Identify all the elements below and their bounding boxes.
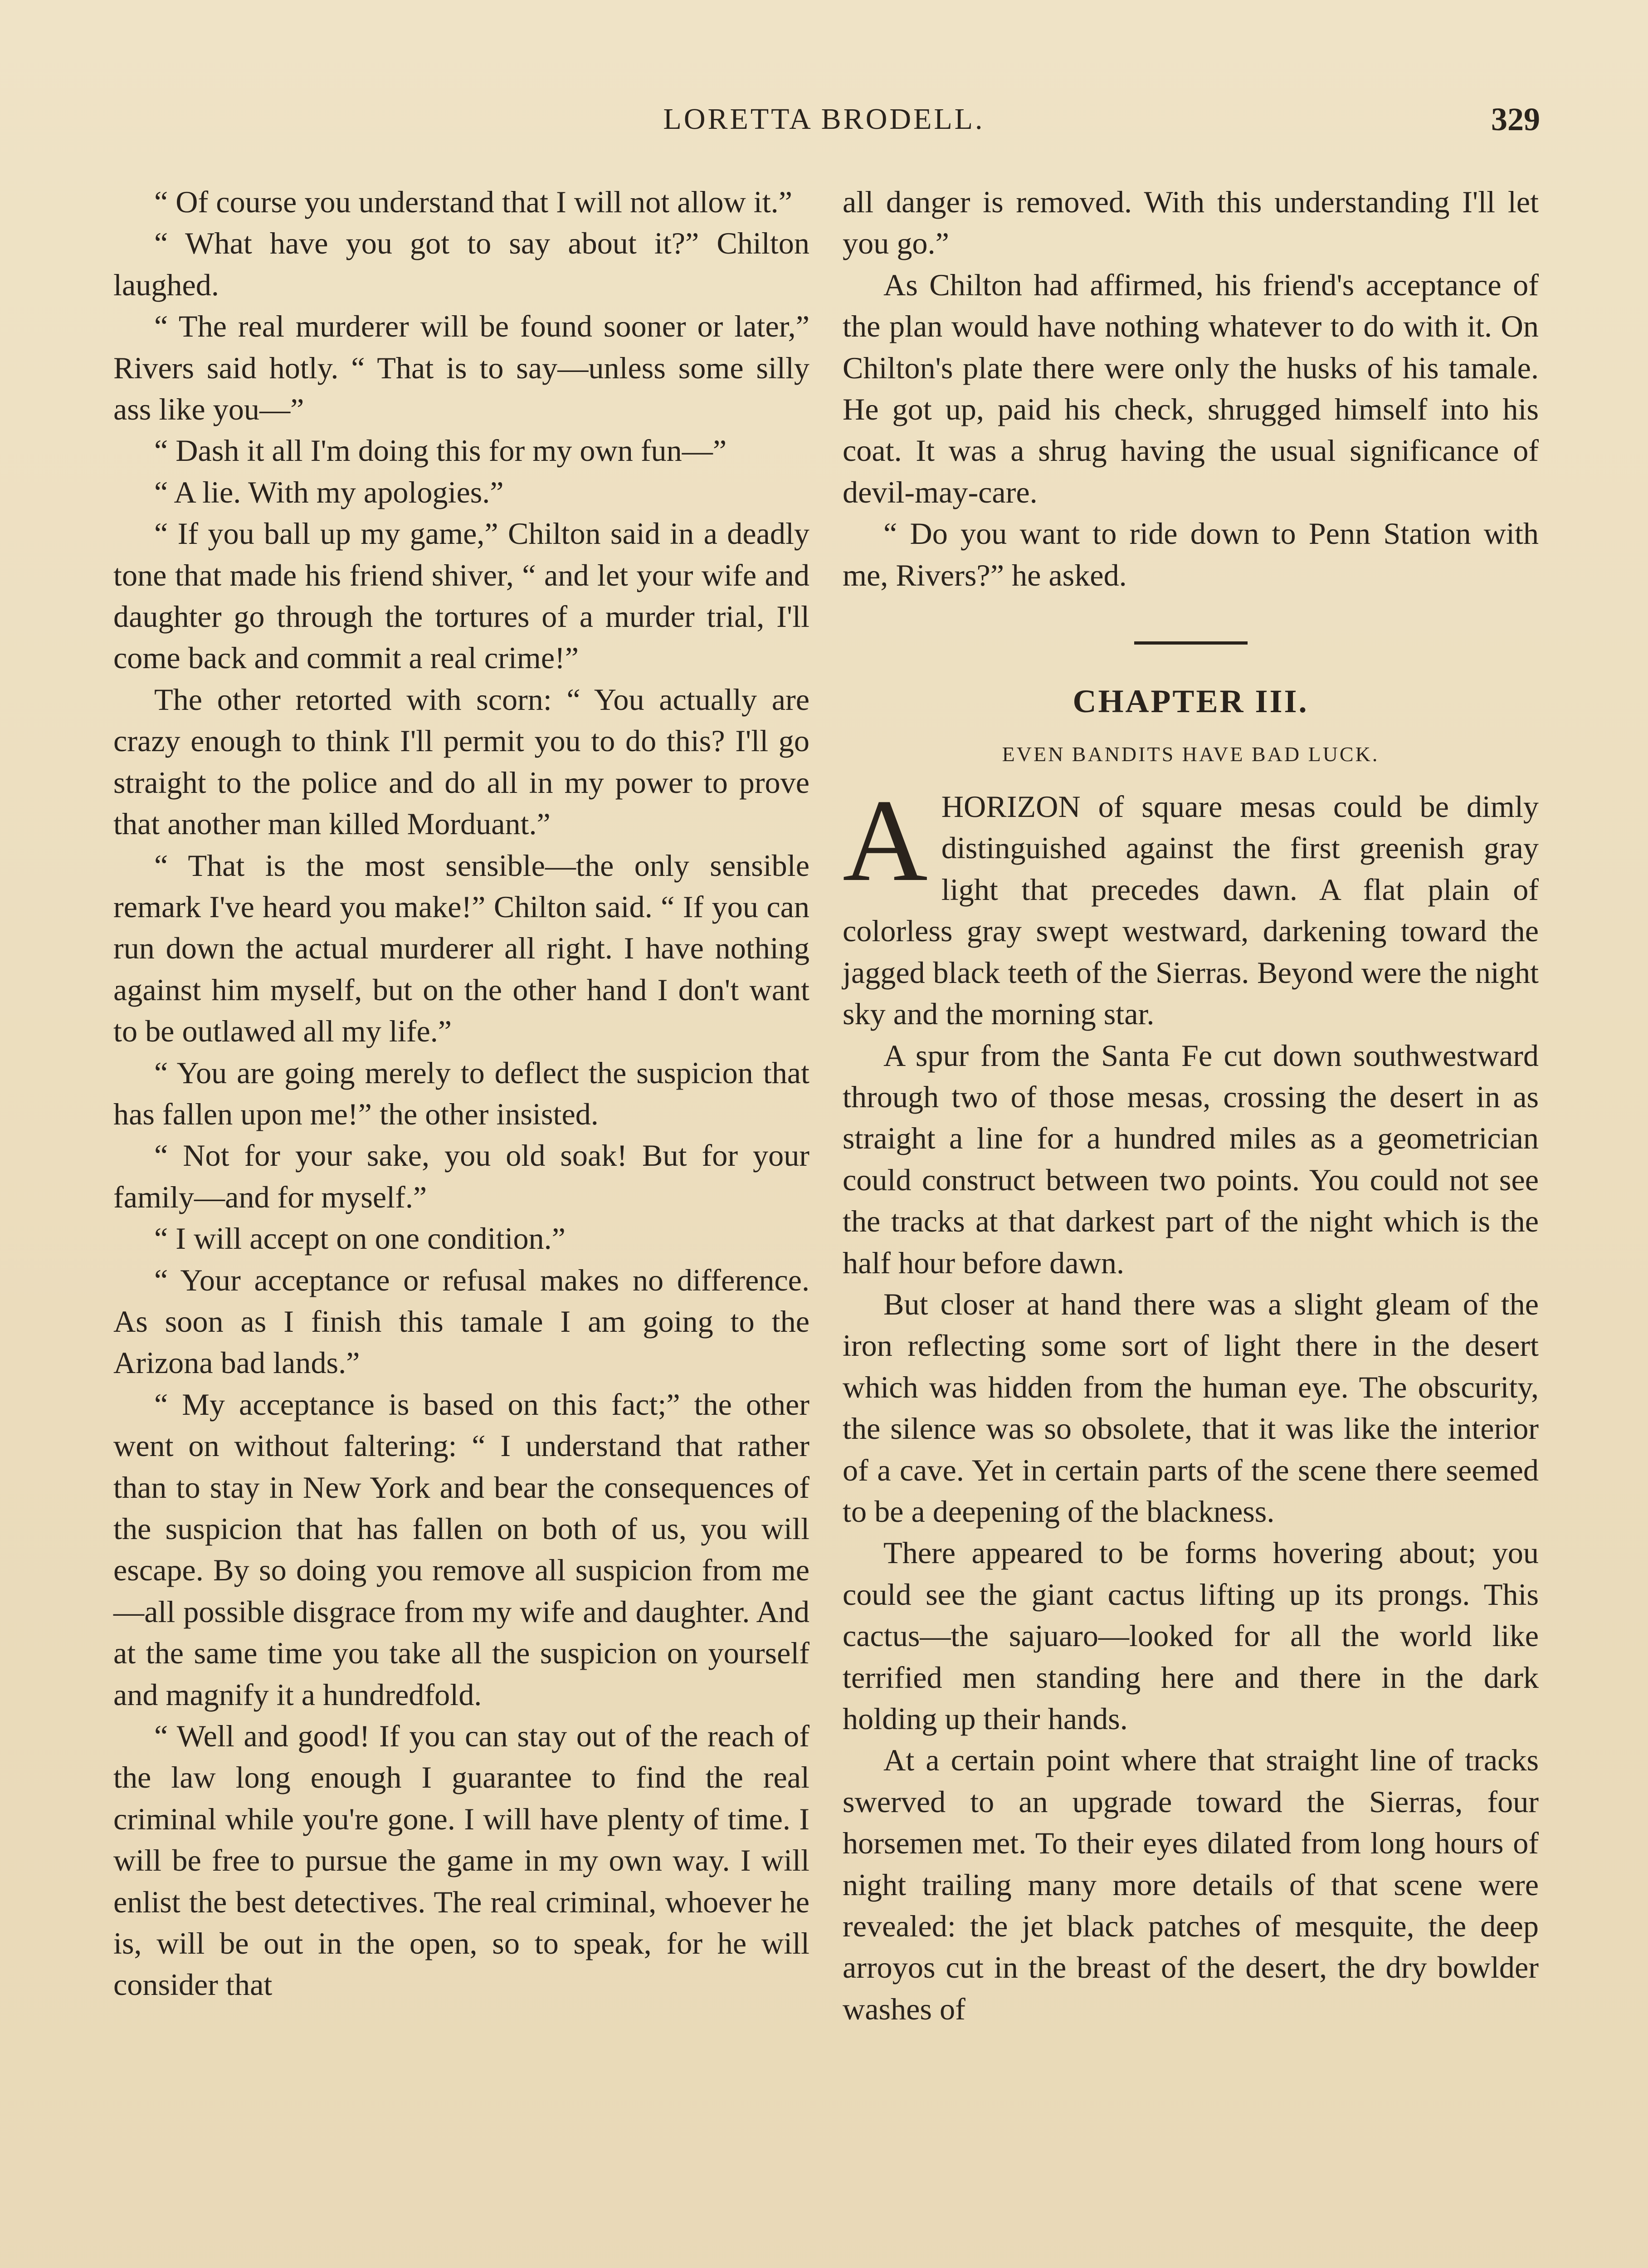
paragraph: “ Your acceptance or refusal makes no difference. As soon as I finish this tamale I am going to the Arizona bad lands.” bbox=[113, 1262, 809, 1380]
paragraph: “ That is the most sensible—the only sensible remark I've heard you make!” Chilton said. “ If you can run down the actual murderer all right. I have nothing against him myself, but on the other hand I don't want to be outlawed all my life.” bbox=[113, 848, 809, 1049]
left-column bbox=[113, 181, 809, 2006]
paragraph: “ If you ball up my game,” Chilton said in a deadly tone that made his friend shiver, “ and let your wife and daughter go through the tortures of a murder trial, I'll come back and commit a real crime!” bbox=[113, 516, 809, 675]
paragraph: “ You are going merely to deflect the suspicion that has fallen upon me!” the other insisted. bbox=[113, 1055, 809, 1131]
chapter-opening-paragraph bbox=[843, 775, 1539, 1035]
paragraph: A spur from the Santa Fe cut down southwestward through two of those mesas, crossing the desert in as straight a line for a hundred miles as a geometrician could construct between two points. You could not see the tracks at that darkest part of the night which is the half hour before dawn. bbox=[843, 1038, 1539, 1280]
paragraph: “ A lie. With my apologies.” bbox=[154, 474, 504, 509]
paragraph: “ What have you got to say about it?” Chilton laughed. bbox=[113, 226, 809, 302]
continued-paragraph: all danger is removed. With this understanding I'll let you go.” bbox=[843, 185, 1539, 261]
paragraph: “ The real murderer will be found sooner or later,” Rivers said hotly. “ That is to say—unless some silly ass like you—” bbox=[113, 309, 809, 427]
paragraph: There appeared to be forms hovering about; you could see the giant cactus lifting up its prongs. This cactus—the sajuaro—looked for all the world like terrified men standing here and there in the dark holding up their hands. bbox=[843, 1535, 1539, 1736]
chapter-opening-text: HORIZON of square mesas could be dimly distinguished against the first greenish gray light that precedes dawn. A flat plain of colorless gray swept westward, darkening toward the jagged black teeth of the Sierras. Beyond were the night sky and the morning star. bbox=[843, 789, 1539, 1031]
paragraph: The other retorted with scorn: “ You actually are crazy enough to think I'll permit you to do this? I'll go straight to the police and do all in my power to prove that another man killed Morduant.” bbox=[113, 682, 809, 841]
paragraph: “ Not for your sake, you old soak! But for your family—and for myself.” bbox=[113, 1138, 809, 1214]
paragraph: “ Of course you understand that I will not allow it.” bbox=[154, 185, 792, 219]
paragraph: But closer at hand there was a slight gleam of the iron reflecting some sort of light there in the desert which was hidden from the human eye. The obscurity, the silence was so obsolete, that it was like the interior of a cave. Yet in certain parts of the scene there seemed to be a deepening of the blackness. bbox=[843, 1286, 1539, 1529]
paragraph: At a certain point where that straight line of tracks swerved to an upgrade toward the Sierras, four horsemen met. To their eyes dilated from long hours of night trailing many more details of that scene were revealed: the jet black patches of mesquite, the deep arroyos cut in the breast of the desert, the dry bowlder washes of bbox=[843, 1743, 1539, 2026]
paragraph: “ Dash it all I'm doing this for my own fun—” bbox=[154, 433, 727, 468]
paragraph: “ I will accept on one condition.” bbox=[154, 1221, 566, 1256]
running-title: LORETTA BRODELL. bbox=[663, 103, 985, 136]
chapter-subtitle: EVEN BANDITS HAVE BAD LUCK. bbox=[1002, 743, 1380, 766]
section-divider bbox=[1134, 641, 1248, 645]
right-column bbox=[843, 181, 1539, 2030]
page-number: 329 bbox=[1491, 101, 1540, 137]
paragraph: “ Do you want to ride down to Penn Station with me, Rivers?” he asked. bbox=[843, 516, 1539, 592]
paragraph: As Chilton had affirmed, his friend's acceptance of the plan would have nothing whatever to do with it. On Chilton's plate there were only the husks of his tamale. He got up, paid his check, shrugged himself into his coat. It was a shrug having the usual significance of devil-may-care. bbox=[843, 267, 1539, 509]
paragraph: “ My acceptance is based on this fact;” the other went on without faltering: “ I understand that rather than to stay in New York and bear the consequences of the suspicion that has fallen on both of us, you will escape. By so doing you remove all suspicion from me—all possible disgrace from my wife and daughter. And at the same time you take all the suspicion on yourself and magnify it a hundredfold. bbox=[113, 1387, 809, 1712]
drop-cap: A bbox=[843, 775, 928, 906]
chapter-title: CHAPTER III. bbox=[1073, 683, 1309, 720]
paragraph: “ Well and good! If you can stay out of the reach of the law long enough I guarantee to find the real criminal while you're gone. I will have plenty of time. I will be free to pursue the game in my own way. I will enlist the best detectives. The real criminal, whoever he is, will be out in the open, so to speak, for he will consider that bbox=[113, 1719, 809, 2002]
